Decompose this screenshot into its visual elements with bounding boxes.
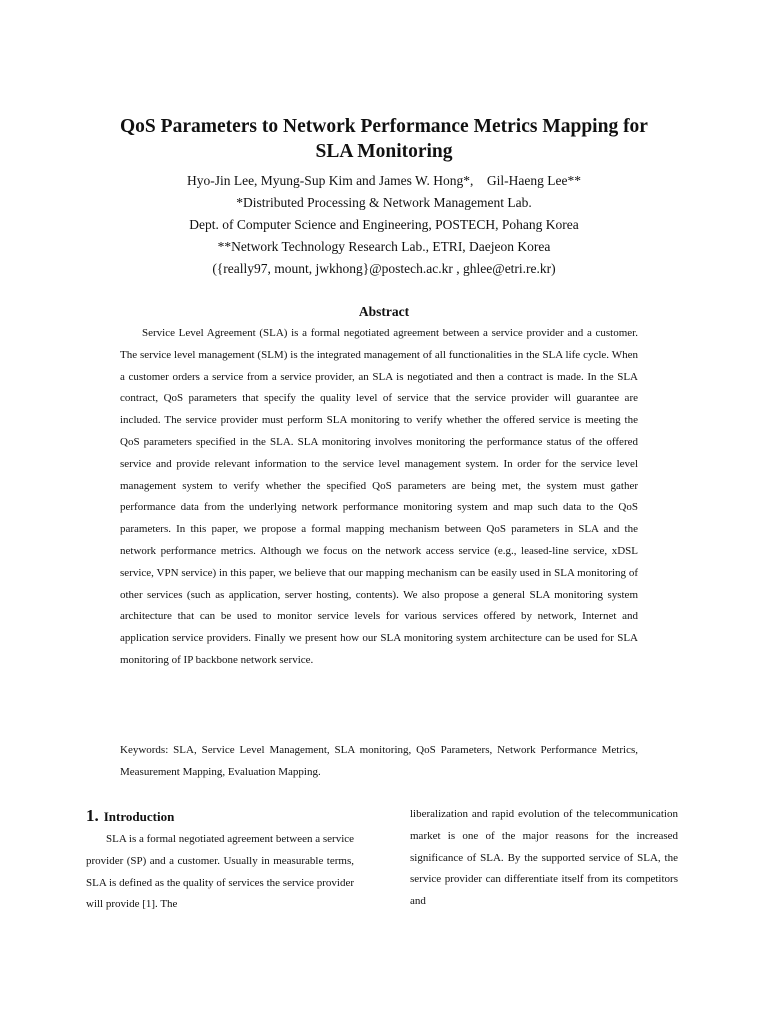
introduction-paragraph-left: SLA is a formal negotiated agreement between a service provider (SP) and a customer. Usually in measurable terms, SLA is defined as the quality of services the service provider will provide [1]. The bbox=[86, 833, 355, 911]
right-column bbox=[410, 804, 678, 913]
title-line-1: QoS Parameters to Network Performance Metrics Mapping for bbox=[120, 116, 648, 137]
keywords-text: Keywords: SLA, Service Level Management, SLA monitoring, QoS Parameters, Network Performance Metrics, Measurement Mapping, Evaluation Mapping. bbox=[120, 744, 638, 778]
keywords-block bbox=[120, 740, 638, 784]
abstract-heading: Abstract bbox=[358, 304, 410, 319]
left-column bbox=[86, 804, 354, 916]
author-emails: ({really97, mount, jwkhong}@postech.ac.kr , ghlee@etri.re.kr) bbox=[212, 261, 556, 276]
section-title: Introduction bbox=[103, 809, 175, 824]
author-block bbox=[60, 170, 708, 280]
affiliation-lab: *Distributed Processing & Network Management Lab. bbox=[236, 195, 532, 210]
affiliation-etri: **Network Technology Research Lab., ETRI, Daejeon Korea bbox=[217, 239, 551, 254]
section-number: 1. bbox=[86, 806, 99, 825]
abstract-text: Service Level Agreement (SLA) is a formal negotiated agreement between a service provider and a customer. The service level management (SLM) is the integrated management of all functionalities in the SLA life cycle. When a customer orders a service from a service provider, an SLA is negotiated and then a contract is made. In the SLA contract, QoS parameters that specify the quality level of service that the service provider will guarantee are included. The service provider must perform SLA monitoring to verify whether the offered service is meeting the QoS parameters specified in the SLA. SLA monitoring involves monitoring the performance status of the offered service and provide relevant information to the service level management system. In order for the service level management system to verify whether the specified QoS parameters are being met, the system must gather performance data from the underlying network performance monitoring system and map such data to the QoS parameters. In this paper, we propose a formal mapping mechanism between QoS parameters in SLA and the network performance metrics. Although we focus on the network access service (e.g., leased-line service, xDSL service, VPN service) in this paper, we believe that our mapping mechanism can be easily used in SLA monitoring of other services (such as application, server hosting, contents). We also propose a general SLA monitoring system architecture that can be used to monitor service levels for various services offered by network, Internet and application service providers. Finally we present how our SLA monitoring system architecture can be used for SLA monitoring of IP backbone network service. bbox=[120, 327, 638, 666]
introduction-paragraph-right: liberalization and rapid evolution of the telecommunication market is one of the major reasons for the increased significance of SLA. By the supported service of SLA, the service provider can differentiate itself from its competitors and bbox=[410, 808, 678, 908]
title-line-2: SLA Monitoring bbox=[315, 141, 453, 162]
paper-title bbox=[60, 114, 708, 164]
affiliation-dept: Dept. of Computer Science and Engineering, POSTECH, Pohang Korea bbox=[189, 217, 579, 232]
abstract-body bbox=[120, 323, 638, 672]
author-names: Hyo-Jin Lee, Myung-Sup Kim and James W. Hong*, Gil-Haeng Lee** bbox=[186, 173, 582, 188]
section-heading-introduction bbox=[86, 804, 354, 829]
